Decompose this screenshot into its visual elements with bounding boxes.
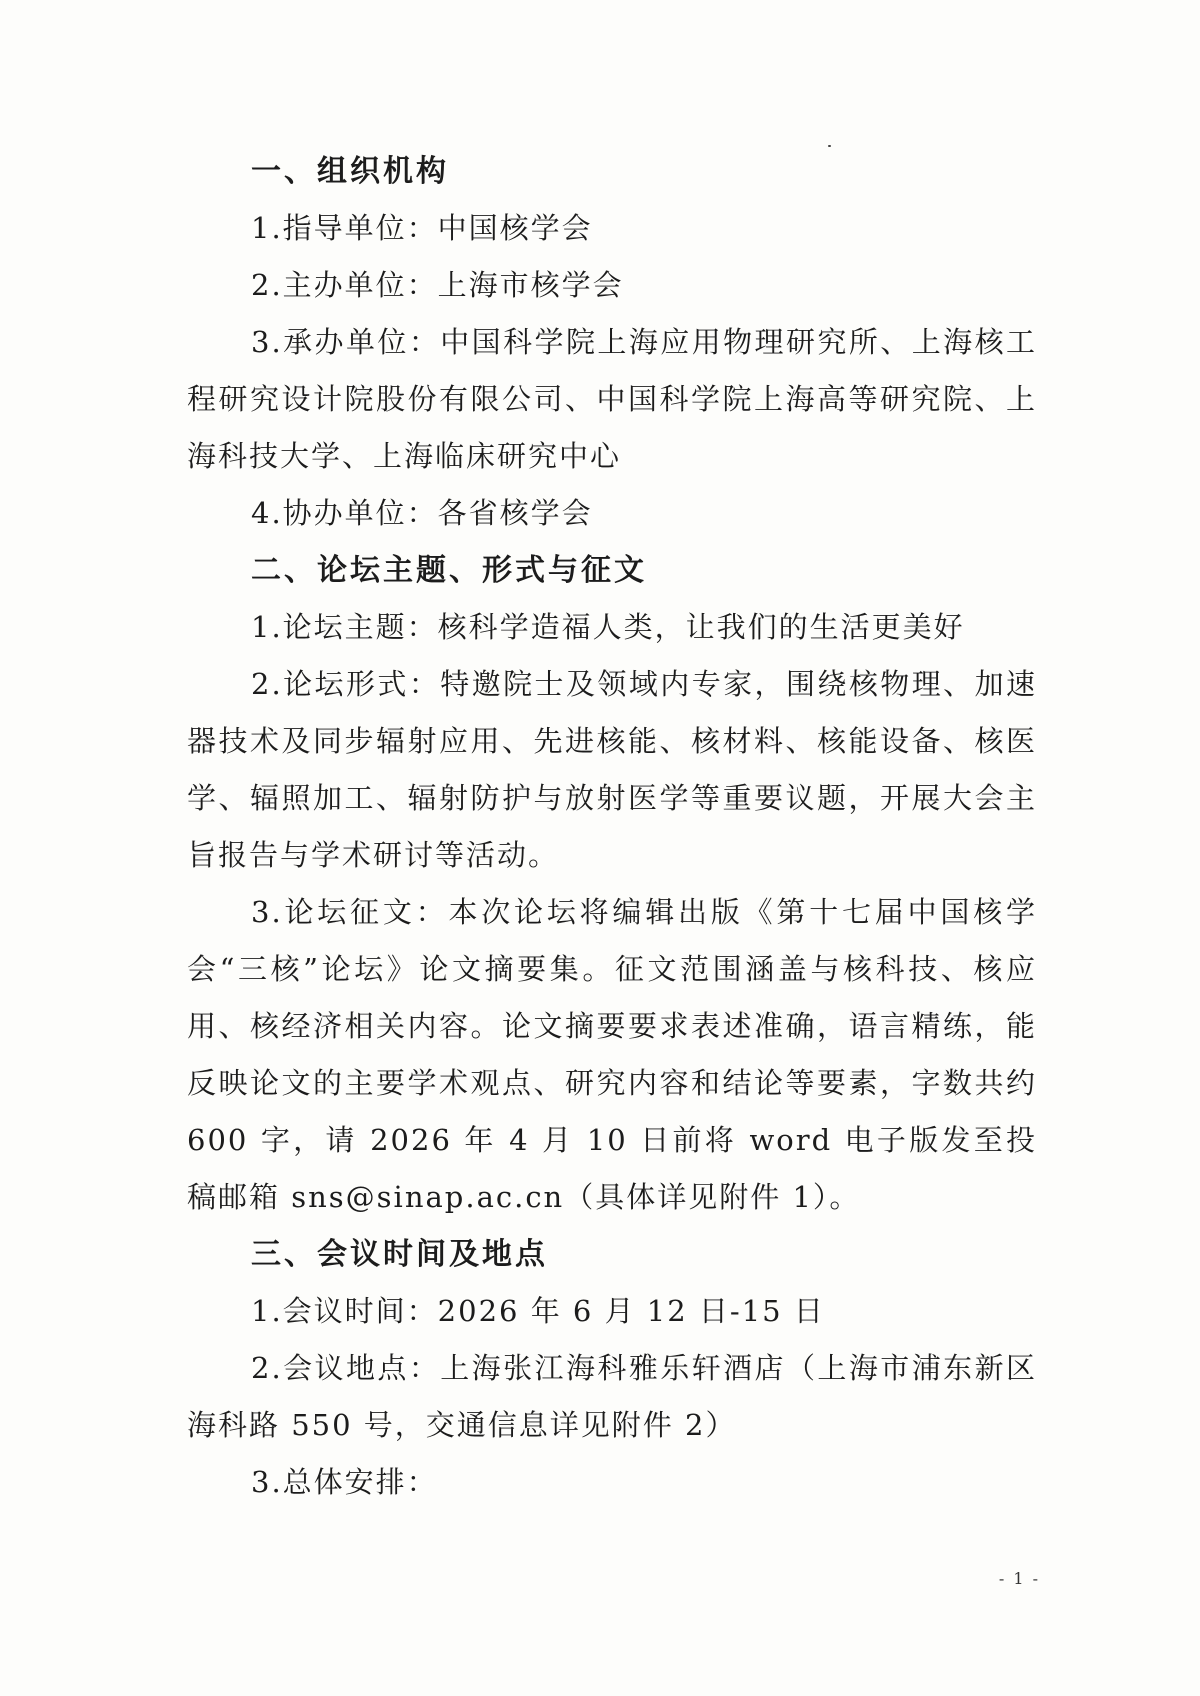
section-heading-organization: 一、组织机构 <box>251 154 449 189</box>
paragraph-forum-theme: 1.论坛主题：核科学造福人类，让我们的生活更美好 <box>251 610 965 644</box>
paragraph-meeting-location: 2.会议地点：上海张江海科雅乐轩酒店（上海市浦东新区海科路 550 号，交通信息详见附件 2） <box>187 1351 1037 1442</box>
paragraph-co-organizer-units: 4.协办单位：各省核学会 <box>251 496 593 530</box>
paragraph-overall-arrangement: 3.总体安排： <box>251 1465 438 1499</box>
paragraph-meeting-time: 1.会议时间：2026 年 6 月 12 日-15 日 <box>251 1294 825 1328</box>
paragraph-host-unit: 2.主办单位：上海市核学会 <box>251 268 624 302</box>
document-body <box>187 143 1037 1511</box>
paragraph-guiding-unit: 1.指导单位：中国核学会 <box>251 211 593 245</box>
section-heading-forum-theme: 二、论坛主题、形式与征文 <box>251 553 647 588</box>
section-heading-time-location: 三、会议时间及地点 <box>251 1237 548 1272</box>
paragraph-organizer-units: 3.承办单位：中国科学院上海应用物理研究所、上海核工程研究设计院股份有限公司、中国科学院上海高等研究院、上海科技大学、上海临床研究中心 <box>187 325 1037 473</box>
paragraph-call-for-papers: 3.论坛征文：本次论坛将编辑出版《第十七届中国核学会“三核”论坛》论文摘要集。征文范围涵盖与核科技、核应用、核经济相关内容。论文摘要要求表述准确，语言精练，能反映论文的主要学术观点、研究内容和结论等要素，字数共约 600 字，请 2026 年 4 月 10 日前将 word 电子版发至投稿邮箱 sns@sinap.ac.cn（具体详见附件 1）。 <box>187 895 1037 1214</box>
page-number: - 1 - <box>998 1569 1040 1588</box>
paragraph-forum-format: 2.论坛形式：特邀院士及领域内专家，围绕核物理、加速器技术及同步辐射应用、先进核能、核材料、核能设备、核医学、辐照加工、辐射防护与放射医学等重要议题，开展大会主旨报告与学术研讨等活动。 <box>187 667 1037 872</box>
